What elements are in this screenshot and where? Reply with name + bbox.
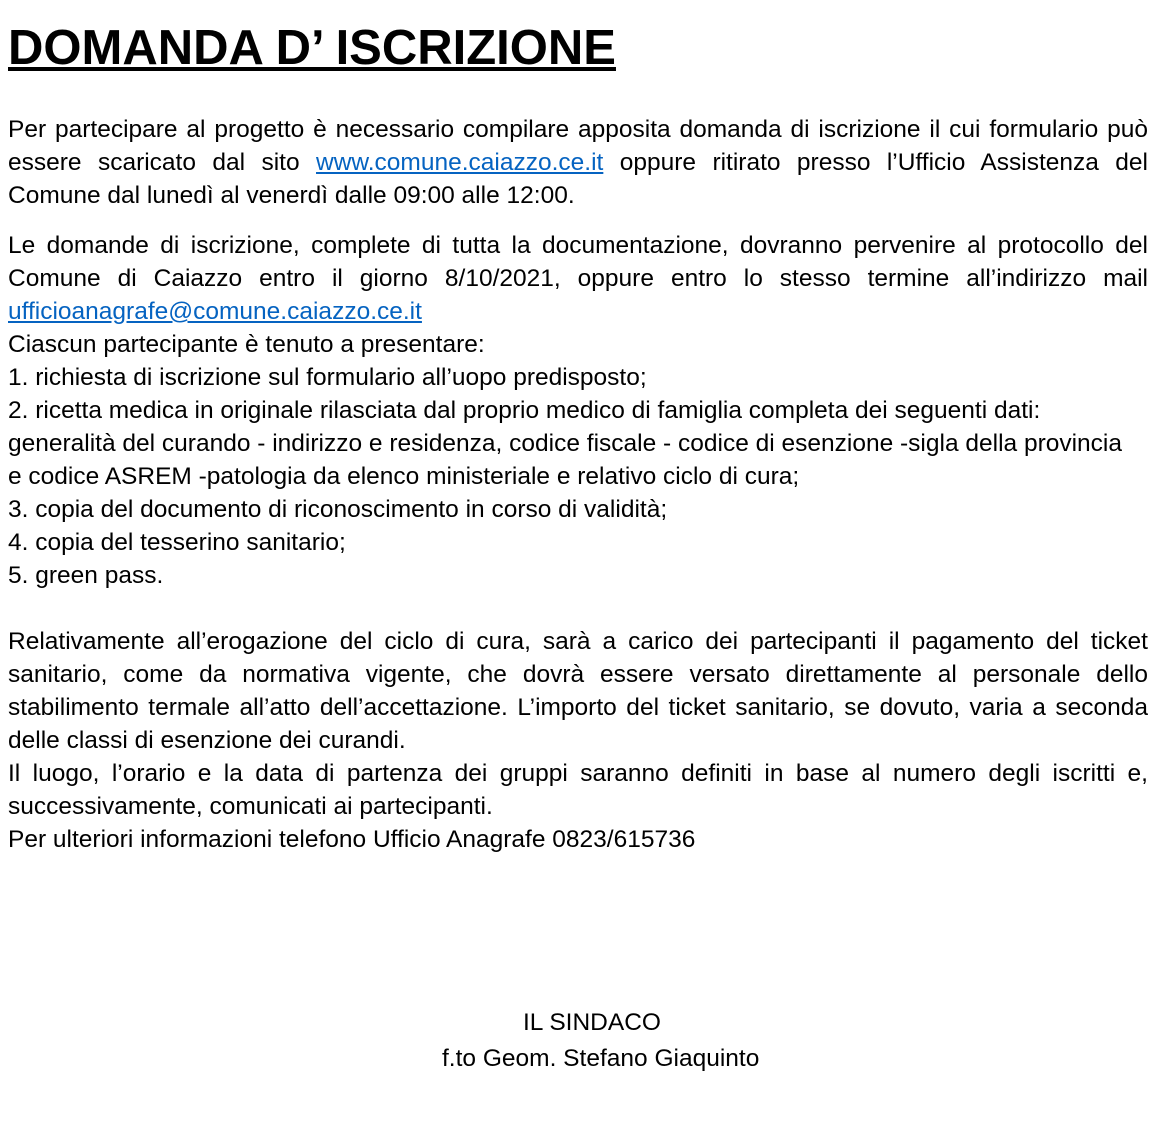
paragraph-registration-form — [8, 113, 1148, 212]
requirement-item: 5. green pass. — [8, 562, 164, 589]
email-link[interactable]: ufficioanagrafe@comune.caiazzo.ce.it — [8, 298, 422, 325]
requirement-item: 2. ricetta medica in originale rilasciata dal proprio medico di famiglia completa dei seguenti dati: generalità del curando - indirizzo e residenza, codice fiscale - codice di esenzione -sigla della provincia e codice ASREM -patologia da elenco ministeriale e relativo ciclo di cura; — [8, 397, 1122, 490]
requirements-intro: Ciascun partecipante è tenuto a presentare: — [8, 331, 485, 358]
paragraph-submission — [8, 229, 1148, 592]
contact-text: Per ulteriori informazioni telefono Ufficio Anagrafe 0823/615736 — [8, 826, 696, 853]
signature-name: f.to Geom. Stefano Giaquinto — [442, 1045, 760, 1072]
requirement-item: 3. copia del documento di riconoscimento in corso di validità; — [8, 496, 668, 523]
departure-text: Il luogo, l’orario e la data di partenza dei gruppi saranno definiti in base al numero degli iscritti e, successivamente, comunicati ai partecipanti. — [8, 760, 1148, 820]
requirement-item: 1. richiesta di iscrizione sul formulario all’uopo predisposto; — [8, 364, 647, 391]
website-link[interactable]: www.comune.caiazzo.ce.it — [316, 149, 604, 176]
document-title: DOMANDA D’ ISCRIZIONE — [8, 21, 616, 75]
requirement-item: 4. copia del tesserino sanitario; — [8, 529, 346, 556]
submission-text — [8, 229, 1148, 328]
paragraph-ticket-info — [8, 625, 1148, 856]
paragraph-text: oppure ritirato presso l’Ufficio Assistenza del Comune dal lunedì al venerdì dalle 09:00 alle 12:00. — [8, 149, 1148, 209]
paragraph-text: Le domande di iscrizione, complete di tutta la documentazione, dovranno pervenire al protocollo del Comune di Caiazzo entro il giorno 8/10/2021, oppure entro lo stesso termine all’indirizzo mail — [8, 232, 1148, 292]
paragraph-text: Per partecipare al progetto è necessario compilare apposita domanda di iscrizione il cui formulario può essere scaricato dal sito — [8, 116, 1148, 176]
document-page — [8, 21, 1148, 856]
signature-role: IL SINDACO — [523, 1009, 661, 1036]
ticket-text: Relativamente all’erogazione del ciclo di cura, sarà a carico dei partecipanti il pagamento del ticket sanitario, come da normativa vigente, che dovrà essere versato direttamente al personale dello stabilimento termale all’atto dell’accettazione. L’importo del ticket sanitario, se dovuto, varia a seconda delle classi di esenzione dei curandi. — [8, 628, 1148, 754]
